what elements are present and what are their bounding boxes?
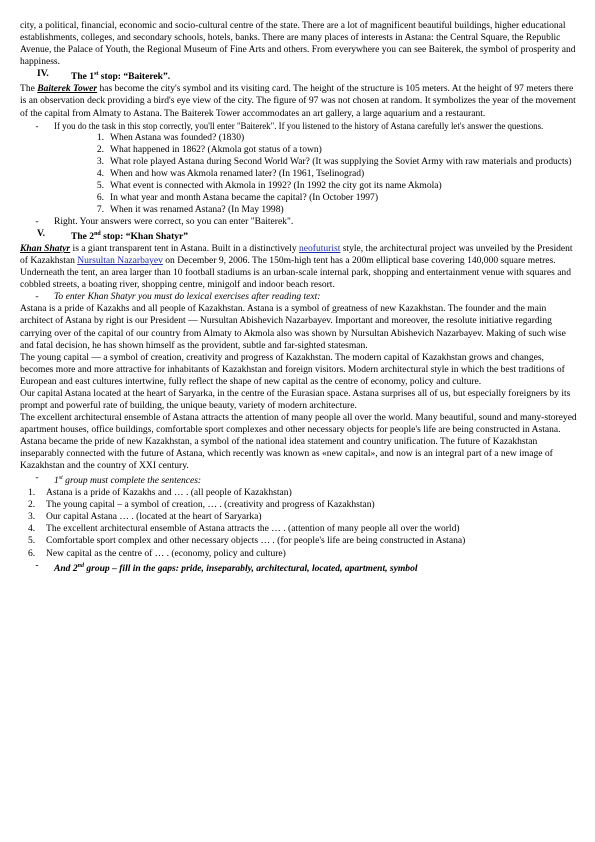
section-title: The 2nd stop: “Khan Shatyr”	[71, 230, 189, 243]
list-number: 4.	[28, 523, 36, 535]
list-text: The excellent architectural ensemble of Astana attracts the … . (attention of many people all over the world)	[46, 523, 460, 535]
section-heading-baiterek	[20, 68, 577, 83]
list-text: When it was renamed Astana? (In May 1998)	[110, 203, 284, 215]
reading-text	[20, 303, 577, 472]
reading-paragraph: Astana is a pride of Kazakhs and all people of Kazakhstan. Astana is a symbol of greatness of new Kazakhstan. The founder and the main architect of Astana by right is our President — Nursultan Abishevich Nazarbayev. Important and moreover, the resolute initiative regarding carrying over of the capital of our country from Almaty to Akmola also was shown by Nursultan Abishevich Nazarbayev. Making of such wise and fatal decision, he has shown himself as the provident, subtle and far-sighted statesman.	[20, 303, 566, 351]
baiterek-task: - If you do the task in this stop correctly, you'll enter "Baiterek". If you listened to the history of Astana carefully let's answer the questions.	[35, 120, 544, 131]
list-text: What event is connected with Akmola in 1992? (In 1992 the city got its name Akmola)	[110, 179, 442, 191]
list-text: Comfortable sport complex and other necessary objects … . (for people's life are being constructed in Astana)	[46, 535, 466, 547]
list-text: Astana is a pride of Kazakhs and … . (all people of Kazakhstan)	[46, 487, 292, 499]
reading-paragraph: The young capital — a symbol of creation, creativity and progress of Kazakhstan. The modern capital of Kazakhstan grows and changes, becomes more and more attractive for inhabitants of Kazakhstan and foreign visitors. Modern architectural style in which the best traditions of European and east cultures intertwine, fully reflect the shape of new capital as the centre of economy, policy and culture.	[20, 351, 565, 387]
list-number: 6.	[96, 191, 104, 203]
khan-shatyr-term: Khan Shatyr	[20, 243, 71, 255]
reading-paragraph: Astana became the pride of new Kazakhstan, a symbol of the national idea statement and country unification. The future of Kazakhstan inseparably connected with the future of Astana, which recently was known as «new capital», and now is an integral part of a new image of Kazakhstan and the country of XXI century.	[20, 435, 553, 472]
neofuturist-link[interactable]: neofuturist	[298, 243, 341, 255]
list-text: New capital as the centre of … . (economy, policy and culture)	[46, 547, 286, 559]
list-text: Our capital Astana … . (located at the heart of Saryarka)	[46, 511, 262, 523]
sentence-item	[20, 511, 577, 523]
nazarbayev-link[interactable]: Nursultan Nazarbayev	[77, 255, 163, 267]
section-title: The 1st stop: “Baiterek”.	[71, 71, 171, 83]
section-numeral: V.	[37, 227, 46, 239]
section-numeral: IV.	[37, 68, 49, 80]
list-number: 5.	[96, 179, 104, 191]
sentence-item	[20, 535, 577, 547]
sentence-item	[20, 523, 577, 535]
question-item	[20, 144, 577, 156]
question-item	[20, 156, 577, 168]
question-item	[20, 168, 577, 180]
reading-paragraph: The excellent architectural ensemble of Astana attracts the attention of many people all over the world. Many beautiful, sound and many-storeyed apartment houses, office buildings, comfortable sport complexes and other necessary objects for people's life are being constructed in Astana.	[20, 411, 577, 435]
question-item	[20, 180, 577, 192]
group1-task: - 1st group must complete the sentences:	[35, 472, 202, 487]
group1-sentences	[20, 487, 577, 559]
list-number: 1.	[96, 131, 104, 143]
khan-shatyr-paragraph: Khan Shatyr is a giant transparent tent in Astana. Built in a distinctively neofuturist style, the architectural project was unveiled by the President of Kazakhstan Nursultan Nazarbayev on December 9, 2006. The 150m-high tent has a 200m elliptical base covering 140,000 square metres. Underneath the tent, an area larger than 10 football stadiums is an urban-scale internal park, shopping and entertainment venue with squares and cobbled streets, a boating river, shopping centre, minigolf and indoor beach resort.	[20, 243, 573, 291]
document-page	[20, 20, 577, 575]
list-text: The young capital – a symbol of creation, … . (creativity and progress of Kazakhstan)	[46, 499, 375, 511]
list-text: When and how was Akmola renamed later? (In 1961, Tselinograd)	[110, 167, 365, 179]
list-number: 7.	[96, 203, 104, 215]
question-item	[20, 192, 577, 204]
list-number: 2.	[28, 499, 36, 511]
list-number: 4.	[96, 167, 104, 179]
question-item	[20, 132, 577, 144]
questions-list	[20, 132, 577, 216]
list-text: When Astana was founded? (1830)	[110, 131, 245, 143]
sentence-item	[20, 487, 577, 499]
list-number: 5.	[28, 535, 36, 547]
list-text: What happened in 1862? (Akmola got status of a town)	[110, 143, 322, 155]
list-text: In what year and month Astana became the capital? (In October 1997)	[110, 191, 379, 203]
list-number: 2.	[96, 143, 104, 155]
list-number: 6.	[28, 547, 36, 559]
list-number: 3.	[96, 155, 104, 167]
list-number: 1.	[28, 487, 36, 499]
group2-task: - And 2nd group – fill in the gaps: pride, inseparably, architectural, located, apartment, symbol	[35, 559, 418, 574]
baiterek-paragraph: The Baiterek Tower has become the city's symbol and its visiting card. The height of the structure is 105 meters. At the height of 97 meters there is an observation deck providing a bird's eye view of the city. The figure of 97 was not chosen at random. It symbolizes the year of the movement of the capital from Almaty to Astana. The Baiterek Tower accommodates an art gallery, a large aquarium and a restaurant.	[20, 83, 576, 119]
sentence-item	[20, 499, 577, 511]
reading-paragraph: Our capital Astana located at the heart of Saryarka, in the centre of the Eurasian space. Astana surprises all of us, but especially foreigners by its prompt and powerful rate of building, the unique beauty, variety of modern architecture.	[20, 387, 571, 411]
question-item	[20, 204, 577, 216]
list-number: 3.	[28, 511, 36, 523]
khan-shatyr-task: - To enter Khan Shatyr you must do lexical exercises after reading text:	[35, 291, 321, 303]
baiterek-right-note: - Right. Your answers were correct, so you can enter "Baiterek".	[35, 215, 294, 227]
intro-paragraph: city, a political, financial, economic and socio-cultural centre of the state. There are a lot of magnificent beautiful buildings, higher educational establishments, colleges, and secondary schools, hotels, banks. There are many places of interests in Astana: the Central Square, the Republic Avenue, the Palace of Youth, the Regional Museum of Fine Arts and others. From everywhere you can see Baiterek, the symbol of prosperity and happiness.	[20, 20, 576, 68]
section-heading-khan-shatyr	[20, 228, 577, 243]
list-text: What role played Astana during Second World War? (It was supplying the Soviet Army with raw materials and products)	[110, 155, 572, 167]
sentence-item	[20, 548, 577, 560]
baiterek-tower-term: Baiterek Tower	[37, 83, 98, 95]
